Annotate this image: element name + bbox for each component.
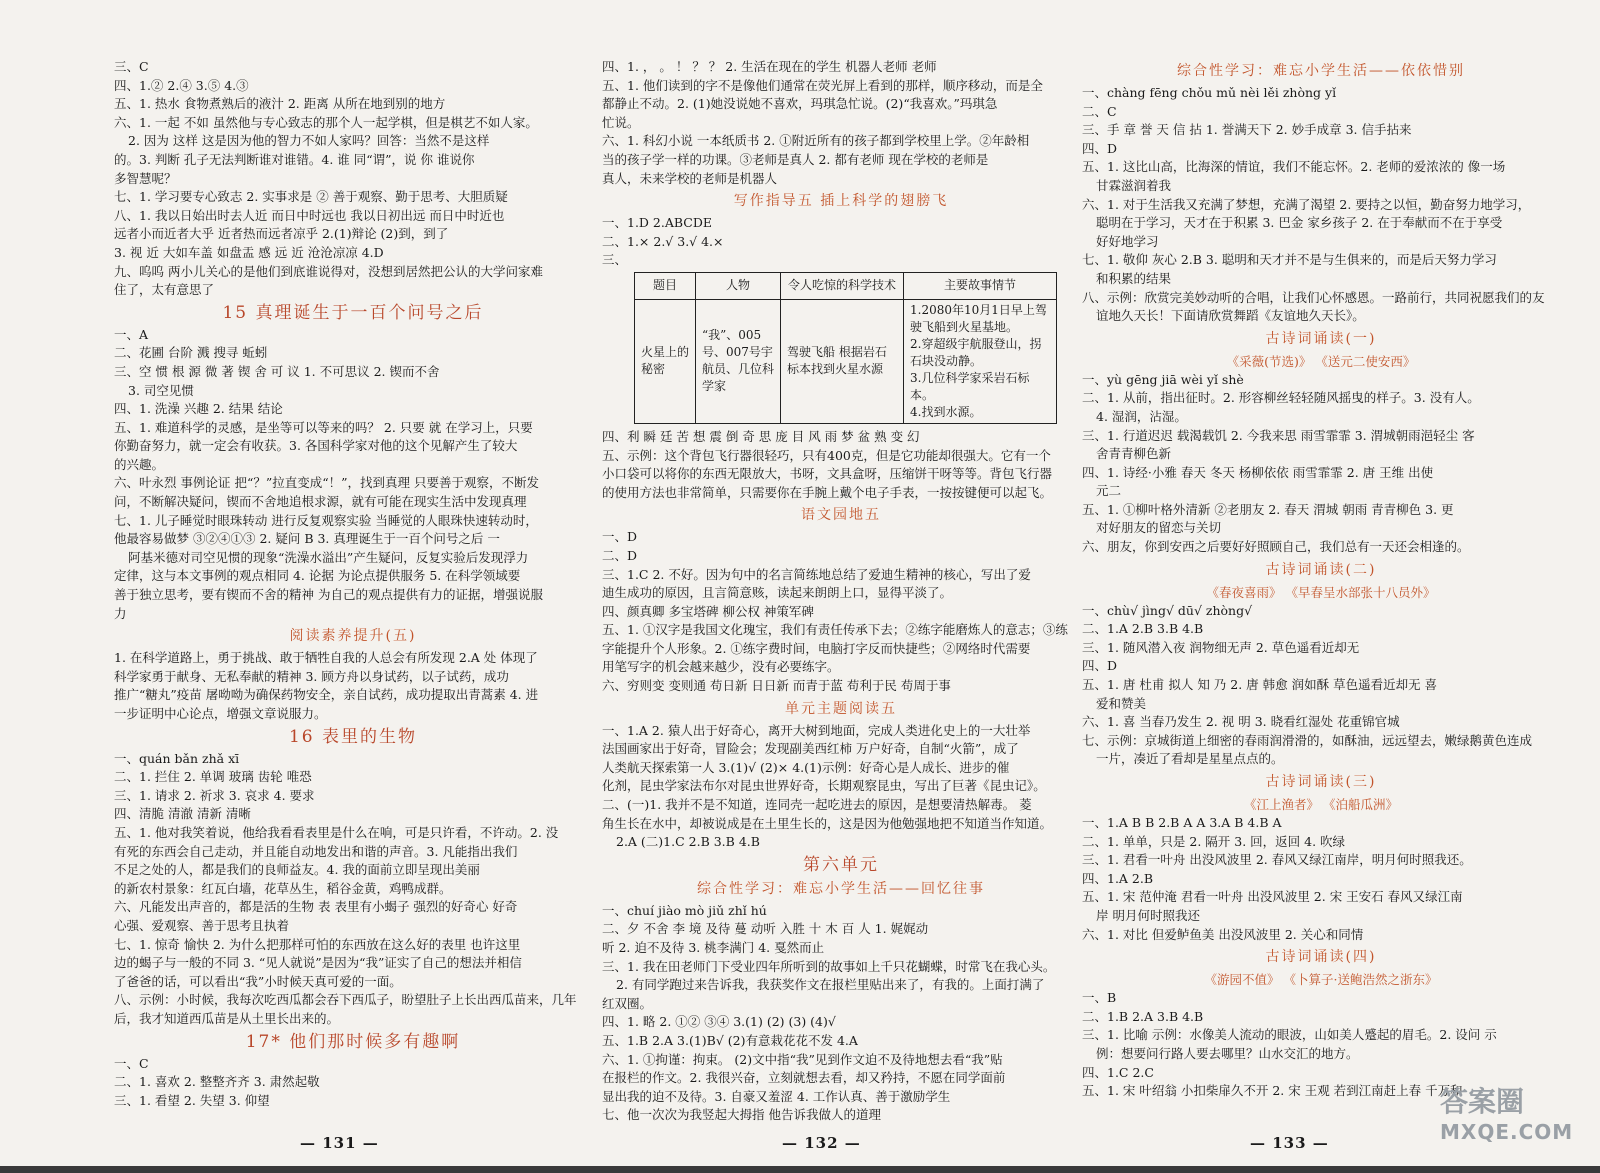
answer-line: 甘霖滋润着我	[1096, 177, 1172, 193]
section-heading: 17* 他们那时候多有趣啊	[245, 1031, 461, 1052]
table-cell-title: 火星上的秘密	[635, 299, 696, 423]
answer-line: 二、(一)1. 我并不是不知道，连同壳一起吃进去的原因，是想要清热解毒。 菱	[602, 797, 1032, 813]
answer-line: 二、1.× 2.√ 3.√ 4.×	[602, 233, 724, 249]
answer-line: 四、1. ， 。 ！ ？ ？ 2. 生活在现在的学生 机器人老师 老师	[602, 59, 937, 74]
answer-line: 五、1. 他们读到的字不是像他们通常在荧光屏上看到的那样，顺序移动，而是全	[602, 77, 1043, 93]
answer-line: 四、清脆 清澈 清新 清晰	[114, 806, 251, 822]
answer-line: 五、1. 他对我笑着说，他给我看看表里是什么在响，可是只许看，不许动。2. 没	[114, 824, 559, 840]
answer-line: 四、利 瞬 廷 苦 想 震 倒 奇 思 庞 目 风 雨 梦 盆 熟 变 幻	[602, 428, 920, 444]
answer-line: 五、示例：这个背包飞行器很轻巧，只有400克，但是它功能却很强大。它有一个	[602, 447, 1051, 463]
section-heading: 古诗词诵读(四)	[1265, 949, 1377, 966]
answer-line: 科学家勇于献身、无私奉献的精神 3. 顾方舟以身试药，以子试药，成功	[114, 668, 509, 684]
answer-line: 四、1.C 2.C	[1082, 1064, 1154, 1080]
answer-line: 一、A	[114, 326, 149, 342]
answer-line: 例：想要问行路人要去哪里？山水交汇的地方。	[1096, 1045, 1359, 1061]
answer-line: 三、1. 比喻 示例：水像美人流动的眼波，山如美人蹙起的眉毛。2. 设问 示	[1082, 1027, 1497, 1043]
answer-line: 五、1. 难道科学的灵感，是坐等可以等来的吗？ 2. 只要 就 在学习上，只要	[114, 419, 533, 435]
answer-line: 的使用方法也非常简单，只需要你在手腕上戴个电子手表，一按按键便可以起飞。	[602, 484, 1053, 500]
section-heading: 综合性学习：难忘小学生活——回忆往事	[697, 880, 985, 897]
answer-line: 四、1. 略 2. ①② ③④ 3.(1) (2) (3) (4)√	[602, 1014, 836, 1030]
answer-line: 边的蝎子与一般的不同 3. “见人就说”是因为“我”证实了自己的想法并相信	[114, 955, 522, 971]
answer-line: 字能提升个人形象。2. ①练字费时间，电脑打字反而快捷些；②网络时代需要	[602, 640, 1031, 656]
answer-line: 四、D	[1082, 140, 1118, 156]
answer-line: 一步证明中心论点，增强文章说服力。	[114, 706, 327, 721]
answer-line: 一、1.A 2. 猿人出于好奇心，离开大树到地面，完成人类进化史上的一大壮举	[602, 722, 1031, 738]
table-cell-people: “我”、005号、007号宇航员、几位科学家	[696, 299, 781, 423]
poem-titles: 《春夜喜雨》 《早春呈水部张十八员外》	[1206, 584, 1436, 600]
answer-line: 1. 在科学道路上，勇于挑战、敢于牺牲自我的人总会有所发现 2.A 处 体现了	[114, 650, 538, 666]
answer-line: 都静止不动。2. (1)她没说她不喜欢，玛琪急忙说。(2)“我喜欢。”玛琪急	[602, 96, 998, 112]
table-row	[635, 299, 1057, 423]
answer-line: 一、chù√ jìng√ dū√ zhòng√	[1082, 602, 1253, 618]
answer-line: 角生长在水中，却被说成是在土里生长的，这是因为他勉强地把不知道当作知道。	[602, 815, 1053, 831]
answer-line: 你勤奋努力，就一定会有收获。3. 各国科学家对他的这个见解产生了较大	[114, 438, 518, 454]
answer-line: 六、1. 科幻小说 一本纸质书 2. ①附近所有的孩子都到学校里上学。②年龄相	[602, 133, 1030, 149]
answer-line: 一片，凑近了看却是星星点点的。	[1096, 751, 1284, 767]
answer-line: 二、1.A 2.B 3.B 4.B	[1082, 621, 1204, 637]
answer-line: 二、1.B 2.A 3.B 4.B	[1082, 1008, 1204, 1024]
answer-line: 四、1. 洗澡 兴趣 2. 结果 结论	[114, 401, 283, 417]
answer-line: 三、1.C 2. 不好。因为句中的名言简练地总结了爱迪生精神的核心，写出了爱	[602, 566, 1031, 582]
column-middle-bottom	[602, 428, 1080, 1125]
poem-titles: 《游园不值》 《卜算子·送鲍浩然之浙东》	[1204, 972, 1438, 988]
answer-line: 爱和赞美	[1096, 695, 1147, 711]
section-heading: 古诗词诵读(二)	[1265, 561, 1377, 578]
answer-line: 三、手 章 誉 天 信 拈 1. 誉满天下 2. 妙手成章 3. 信手拈来	[1082, 122, 1412, 138]
answer-line: 三、1. 行道迟迟 载渴载饥 2. 今我来思 雨雪霏霏 3. 渭城朝雨浥轻尘 客	[1082, 427, 1475, 443]
answer-line: 八、1. 我以日始出时去人近 而日中时远也 我以日初出远 而日中时近也	[114, 207, 505, 223]
answer-line: 法国画家出于好奇，冒险会；发现副美西红柿 万户好奇，自制“火箭”，成了	[602, 741, 1019, 757]
answer-line: 四、1. 诗经·小雅 春天 冬天 杨柳依依 雨雪霏霏 2. 唐 王维 出使	[1082, 464, 1434, 480]
page-number: — 133 —	[1250, 1134, 1329, 1152]
answer-line: 听 2. 迫不及待 3. 桃李满门 4. 戛然而止	[602, 940, 825, 955]
answer-line: 推广“糖丸”疫苗 屠呦呦为确保药物安全，亲自试药，成功提取出青蒿素 4. 进	[114, 687, 539, 703]
answer-line: 不足之处的人，都是我们的良师益友。4. 我的面前立即呈现出美丽	[114, 862, 480, 878]
table-header: 人物	[696, 272, 781, 299]
watermark-logo	[1440, 1080, 1590, 1160]
watermark-url: MXQE.COM	[1440, 1120, 1574, 1144]
section-heading: 古诗词诵读(一)	[1265, 330, 1377, 347]
answer-line: 岸 明月何时照我还	[1096, 907, 1200, 923]
answer-line: 多智慧呢？	[114, 170, 177, 186]
table-header: 令人吃惊的科学技术	[781, 272, 904, 299]
answer-line: 六、1. 对于生活我又充满了梦想，充满了渴望 2. 要持之以恒，勤奋努力地学习，	[1082, 196, 1531, 212]
answer-line: 二、D	[602, 547, 638, 563]
answer-line: 六、1. 喜 当春乃发生 2. 视 明 3. 晓看红湿处 花重锦官城	[1082, 714, 1400, 730]
plot-item: 4.找到水源。	[910, 404, 982, 419]
answer-line: 三、1. 君看一叶舟 出没风波里 2. 春风又绿江南岸，明月何时照我还。	[1082, 852, 1472, 868]
section-heading: 语文园地五	[801, 507, 881, 524]
column-middle-top	[602, 58, 1080, 270]
answer-line: 五、1. 唐 杜甫 拟人 知 乃 2. 唐 韩愈 润如酥 草色遥看近却无 喜	[1082, 677, 1438, 693]
answer-line: 和积累的结果	[1096, 270, 1172, 286]
answer-line: 一、C	[114, 1055, 149, 1071]
answer-line: 六、穷则变 变则通 苟日新 日日新 而青于蓝 苟利于民 苟周于事	[602, 678, 951, 694]
plot-item: 1.2080年10月1日早上驾驶飞船到火星基地。	[910, 302, 1047, 334]
answer-line: 六、叶永烈 事例论证 把“？”拉直变成“！”，找到真理 只要善于观察，不断发	[114, 475, 539, 491]
section-heading: 写作指导五 插上科学的翅膀飞	[733, 193, 949, 210]
answer-line: 红双圈。	[602, 995, 653, 1011]
answer-line: 一、yù gēng jiā wèi yǐ shè	[1082, 371, 1244, 387]
answer-line: 化剂，昆虫学家法布尔对昆虫世界好奇，长期观察昆虫，写出了巨著《昆虫记》。	[602, 778, 1046, 794]
answer-line: 三、1. 看望 2. 失望 3. 仰望	[114, 1092, 270, 1108]
answer-line: 力	[114, 605, 127, 621]
answer-line: 四、D	[1082, 658, 1118, 674]
answer-line: 阿基米德对司空见惯的现象“洗澡水溢出”产生疑问，反复实验后发现浮力	[128, 549, 529, 565]
answer-line: 七、他一次次为我竖起大拇指 他告诉我做人的道理	[602, 1107, 881, 1123]
answer-line: 二、1. 喜欢 2. 整整齐齐 3. 肃然起敬	[114, 1074, 320, 1090]
answer-line: 五、1. 宋 叶绍翁 小扣柴扉久不开 2. 宋 王观 若到江南赶上春 千万和	[1082, 1083, 1463, 1099]
answer-line: 六、朋友，你到安西之后要好好照顾自己，我们总有一天还会相逢的。	[1082, 539, 1470, 555]
answer-line: 他最容易做梦 ③②④①③ 2. 疑问 B 3. 真理诞生于一百个问号之后 一	[114, 531, 500, 547]
answer-line: 3. 司空见惯	[128, 382, 194, 398]
answer-line: 五、1. 这比山高，比海深的情谊，我们不能忘怀。2. 老师的爱浓浓的 像一场	[1082, 159, 1506, 175]
answer-line: 当的孩子学一样的功课。③老师是真人 2. 都有老师 现在学校的老师是	[602, 151, 989, 167]
answer-line: 小口袋可以将你的东西无限放大，书呀，文具盒呀，压缩饼干呀等等。背包飞行器	[602, 466, 1053, 482]
answer-line: 定律，这与本文事例的观点相同 4. 论据 为论点提供服务 5. 在科学领域要	[114, 568, 521, 584]
answer-line: 元二	[1096, 483, 1122, 499]
table-header: 题目	[635, 272, 696, 299]
answer-line: 二、花圃 台阶 溅 搜寻 蚯蚓	[114, 345, 268, 361]
answer-line: 二、1. 从前，指出征时。2. 形容柳丝轻轻随风摇曳的样子。3. 没有人。	[1082, 390, 1480, 406]
section-heading: 15 真理诞生于一百个问号之后	[222, 302, 484, 323]
answer-line: 三、	[602, 252, 628, 268]
answer-line: 一、1.D 2.ABCDE	[602, 215, 713, 231]
answer-line: 七、1. 敬仰 灰心 2.B 3. 聪明和天才并不是与生俱来的，而是后天努力学习	[1082, 252, 1497, 268]
answer-line: 一、chuí jiào mò jiǔ zhǐ hú	[602, 902, 767, 918]
answer-line: 一、1.A B B 2.B A A 3.A B 4.B A	[1082, 815, 1282, 830]
answer-line: 3. 视 近 大如车盖 如盘盂 感 远 近 沧沧凉凉 4.D	[114, 244, 384, 260]
table-cell-plot	[904, 299, 1057, 423]
answer-line: 三、C	[114, 59, 149, 74]
answer-line: 问，不断解决疑问，锲而不舍地追根求源，就有可能在现实生活中发现真理	[114, 494, 527, 510]
poem-titles: 《江上渔者》 《泊船瓜洲》	[1244, 797, 1398, 812]
column-right	[1082, 58, 1560, 1101]
answer-line: 一、quán bǎn zhǎ xī	[114, 750, 240, 766]
answer-line: 一、chàng fēng chǒu mǔ nèi lěi zhòng yǐ	[1082, 85, 1337, 100]
section-heading: 单元主题阅读五	[785, 700, 897, 717]
answer-line: 的。3. 判断 孔子无法判断谁对谁错。4. 谁 同“谓”，说 你 谁说你	[114, 151, 475, 167]
answer-line: 忙说。	[602, 114, 640, 130]
story-table	[634, 272, 1057, 424]
answer-line: 的兴趣。	[114, 456, 165, 472]
answer-line: 4. 湿润，沾湿。	[1096, 408, 1187, 424]
section-heading: 古诗词诵读(三)	[1265, 774, 1377, 790]
answer-line: 三、1. 我在田老师门下受业四年所听到的故事如上千只花蝴蝶，时常飞在我心头。	[602, 958, 1056, 974]
answer-line: 2.A (二)1.C 2.B 3.B 4.B	[616, 834, 760, 850]
answer-line: 二、夕 不舍 李 境 及待 蔓 动听 入胜 十 木 百 人 1. 娓娓动	[602, 921, 929, 937]
section-heading: 阅读素养提升(五)	[289, 628, 417, 645]
answer-line: 六、1. 一起 不如 虽然他与专心致志的那个人一起学棋，但是棋艺不如人家。	[114, 114, 538, 130]
answer-line: 七、1. 惊奇 愉快 2. 为什么把那样可怕的东西放在这么好的表里 也许这里	[114, 936, 521, 952]
answer-line: 在报栏的作文。2. 我很兴奋，立刻就想去看，却又矜持，不愿在同学面前	[602, 1070, 1006, 1086]
answer-line: 七、1. 儿子睡觉时眼珠转动 进行反复观察实验 当睡觉的人眼珠快速转动时，	[114, 512, 538, 528]
answer-line: 人类航天探索第一人 3.(1)√ (2)× 4.(1)示例：好奇心是人成长、进步的催	[602, 759, 1010, 775]
answer-line: 一、D	[602, 529, 638, 545]
answer-line: 2. 因为 这样 这是因为他的智力不如人家吗？回答：当然不是这样	[128, 133, 490, 149]
answer-line: 显出我的迫不及待。3. 自豪又羞涩 4. 工作认真、善于激励学生	[602, 1088, 951, 1104]
answer-line: 三、空 惯 根 源 微 著 锲 舍 可 议 1. 不可思议 2. 锲而不舍	[114, 363, 440, 379]
answer-line: 二、1. 拦住 2. 单调 玻璃 齿轮 唯恐	[114, 769, 312, 785]
table-header-row	[635, 272, 1057, 299]
answer-line: 四、1.② 2.④ 3.⑤ 4.③	[114, 77, 249, 93]
poem-titles: 《采薇(节选)》 《送元二使安西》	[1226, 353, 1416, 369]
answer-line: 谊地久天长！下面请欣赏舞蹈《友谊地久天长》。	[1096, 308, 1365, 324]
answer-line: 善于独立思考，要有锲而不舍的精神 为自己的观点提供有力的证据，增强说服	[114, 587, 543, 603]
answer-line: 二、1. 单单，只是 2. 隔开 3. 回，返回 4. 吹绿	[1082, 833, 1346, 849]
answer-line: 2. 有同学跑过来告诉我，我获奖作文在报栏里贴出来了，有我的。上面打满了	[616, 977, 1045, 993]
table-cell-tech: 驾驶飞船 根据岩石标本找到火星水源	[781, 299, 904, 423]
page-number: — 132 —	[782, 1134, 861, 1152]
answer-line: 八、示例：小时候，我每次吃西瓜都会吞下西瓜子，盼望肚子上长出西瓜苗来，几年	[114, 992, 577, 1008]
page-number: — 131 —	[300, 1134, 379, 1152]
section-heading: 综合性学习：难忘小学生活——依依惜别	[1177, 63, 1465, 79]
answer-line: 舍青青柳色新	[1096, 446, 1172, 462]
plot-item: 2.穿超级宇航服登山，拐石块没动静。	[910, 336, 1042, 368]
watermark-text: 答案圈	[1440, 1085, 1525, 1118]
answer-line: 二、C	[1082, 103, 1117, 119]
answer-line: 五、1.B 2.A 3.(1)B√ (2)有意栽花花不发 4.A	[602, 1032, 858, 1048]
answer-line: 五、1. ①汉字是我国文化瑰宝，我们有责任传承下去；②练字能磨炼人的意志；③练	[602, 622, 1068, 638]
answer-line: 心强、爱观察、善于思考且执着	[114, 917, 290, 933]
answer-line: 四、1.A 2.B	[1082, 870, 1154, 886]
answer-line: 五、1. 热水 食物煮熟后的液汁 2. 距离 从所在地到别的地方	[114, 96, 446, 112]
table-header: 主要故事情节	[904, 272, 1057, 299]
plot-item: 3.几位科学家采岩石标本。	[910, 370, 1030, 402]
answer-line: 九、呜呜 两小儿关心的是他们到底谁说得对，没想到居然把公认的大学问家难	[114, 263, 543, 279]
answer-line: 五、1. ①柳叶格外清新 ②老朋友 2. 春天 渭城 朝雨 青青柳色 3. 更	[1082, 501, 1454, 517]
bottom-edge	[0, 1166, 1600, 1173]
answer-line: 六、1. ①拘谨：拘束。 (2)文中指“我”见到作文迫不及待地想去看“我”贴	[602, 1051, 1003, 1067]
column-left	[114, 58, 592, 1110]
answer-line: 好好地学习	[1096, 233, 1159, 249]
answer-line: 对好朋友的留恋与关切	[1096, 520, 1222, 536]
answer-line: 四、颜真卿 多宝塔碑 柳公权 神策军碑	[602, 603, 814, 619]
answer-line: 五、1. 宋 范仲淹 君看一叶舟 出没风波里 2. 宋 王安石 春风又绿江南	[1082, 889, 1463, 905]
answer-line: 有死的东西会自己走动，并且能自动地发出和谐的声音。3. 凡能指出我们	[114, 843, 518, 859]
answer-line: 住了，太有意思了	[114, 282, 215, 298]
answer-line: 用笔写字的机会越来越少，没有必要练字。	[602, 659, 840, 675]
answer-line: 一、B	[1082, 990, 1117, 1006]
answer-line: 聪明在于学习，天才在于积累 3. 巴金 家乡孩子 2. 在于奉献而不在于享受	[1096, 215, 1503, 231]
answer-line: 七、1. 学习要专心致志 2. 实事求是 ② 善于观察、勤于思考、大胆质疑	[114, 189, 508, 205]
answer-line: 迪生成功的原因，且言简意赅，读起来朗朗上口，显得平淡了。	[602, 585, 953, 601]
answer-line: 的新农村景象：红瓦白墙，花草丛生，稻谷金黄，鸡鸭成群。	[114, 880, 452, 896]
section-heading: 16 表里的生物	[288, 726, 418, 747]
answer-line: 了爸爸的话，可以看出“我”小时候天真可爱的一面。	[114, 973, 402, 989]
column-middle	[602, 58, 1080, 1125]
answer-line: 八、示例：欣赏完美妙动听的合唱，让我们心怀感恩。一路前行，共同祝愿我们的友	[1082, 289, 1545, 305]
answer-line: 六、1. 对比 但爱鲈鱼美 出没风波里 2. 关心和同情	[1082, 926, 1364, 942]
answer-line: 后，我才知道西瓜苗是从土里长出来的。	[114, 1010, 340, 1026]
section-heading: 第六单元	[803, 854, 879, 875]
answer-line: 七、示例：京城街道上细密的春雨润滑滑的，如酥油，远远望去，嫩绿鹅黄色连成	[1082, 732, 1533, 748]
answer-line: 三、1. 请求 2. 祈求 3. 哀求 4. 要求	[114, 787, 315, 803]
answer-line: 真人，未来学校的老师是机器人	[602, 170, 778, 186]
answer-line: 三、1. 随风潜入夜 润物细无声 2. 草色遥看近却无	[1082, 639, 1360, 655]
answer-line: 六、凡能发出声音的，都是活的生物 表 表里有小蝎子 强烈的好奇心 好奇	[114, 899, 518, 915]
answer-line: 远者小而近者大乎 近者热而远者凉乎 2.(1)辩论 (2)到，到了	[114, 226, 449, 242]
